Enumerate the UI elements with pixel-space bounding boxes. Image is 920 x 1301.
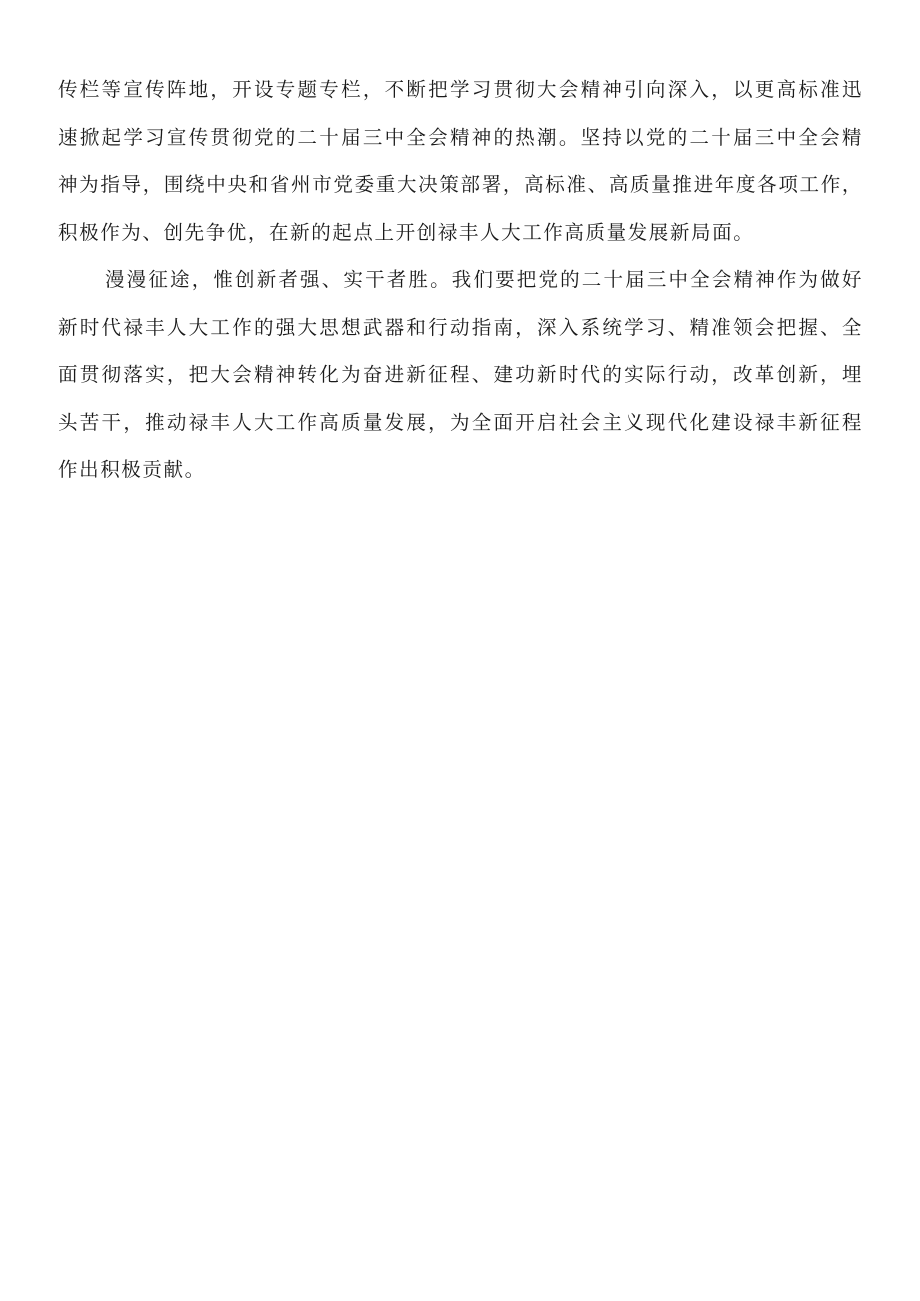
- text-line: 面贯彻落实，把大会精神转化为奋进新征程、建功新时代的实际行动，改革创新，埋: [58, 363, 863, 386]
- text-line: 作出积极贡献。: [58, 458, 206, 481]
- text-line: 神为指导，围绕中央和省州市党委重大决策部署，高标准、高质量推进年度各项工作，: [58, 173, 863, 196]
- text-line: 积极作为、创先争优，在新的起点上开创禄丰人大工作高质量发展新局面。: [58, 220, 755, 244]
- text-line: 传栏等宣传阵地，开设专题专栏，不断把学习贯彻大会精神引向深入，以更高标准迅: [58, 78, 863, 101]
- text-line: 速掀起学习宣传贯彻党的二十届三中全会精神的热潮。坚持以党的二十届三中全会精: [58, 125, 863, 149]
- paragraph-2: [58, 256, 863, 494]
- text-line: 漫漫征途，惟创新者强、实干者胜。我们要把党的二十届三中全会精神作为做好: [105, 268, 863, 291]
- body-text: [58, 66, 863, 494]
- paragraph-1: [58, 66, 863, 256]
- text-line: 头苦干，推动禄丰人大工作高质量发展，为全面开启社会主义现代化建设禄丰新征程: [58, 410, 863, 434]
- text-line: 新时代禄丰人大工作的强大思想武器和行动指南，深入系统学习、精准领会把握、全: [58, 315, 863, 339]
